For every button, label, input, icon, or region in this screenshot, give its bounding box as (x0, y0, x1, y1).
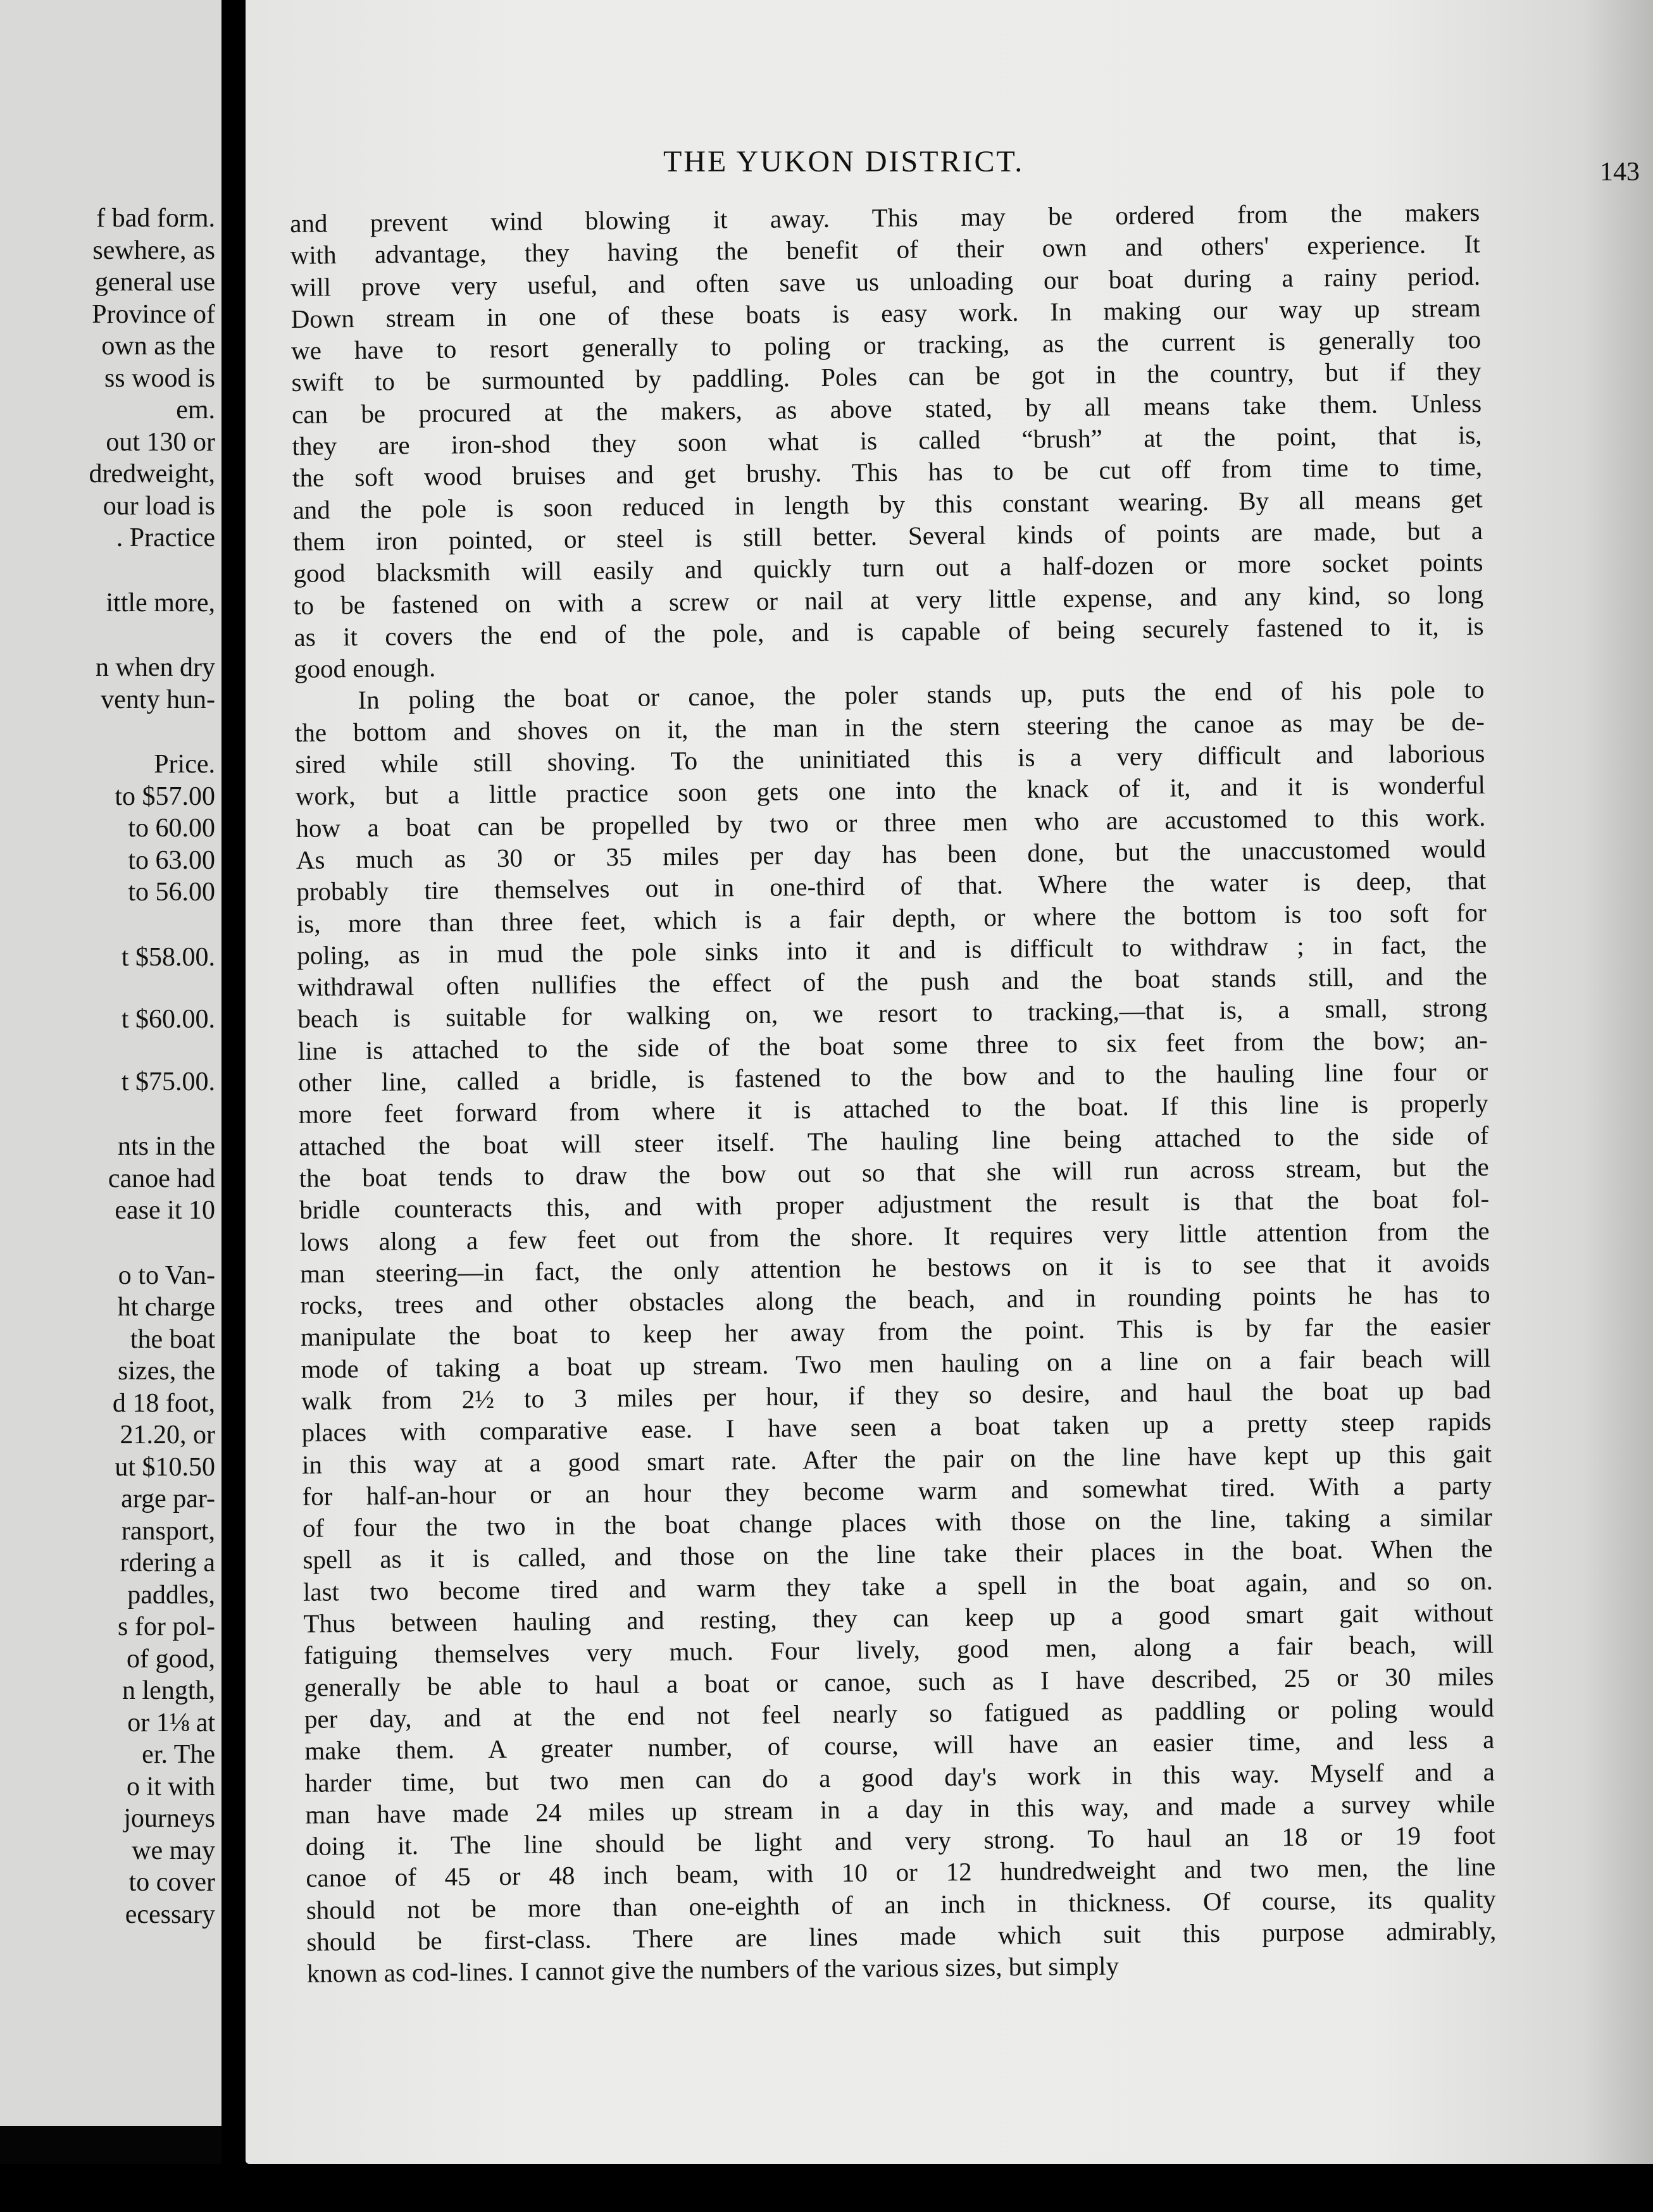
text-line: man have made 24 miles up stream in a day in this way, and made a survey while (305, 1788, 1495, 1829)
text-line: ransport, (121, 1516, 215, 1546)
text-line: our load is (103, 491, 215, 521)
text-line: work, but a little practice soon gets one into the knack of it, and it is wonderful (295, 770, 1486, 811)
running-head: THE YUKON DISTRICT. (663, 145, 1025, 178)
text-line: they are iron-shod they soon what is called “brush” at the point, that is, (292, 420, 1482, 461)
text-line: the soft wood bruises and get brushy. This has to be cut off from time to time, (292, 452, 1483, 493)
text-line: we may (132, 1836, 215, 1865)
text-line: to $57.00 (115, 781, 215, 811)
text-line: other line, called a bridle, is fastened to the bow and to the hauling line four or (298, 1056, 1488, 1097)
text-line: nts in the (118, 1132, 215, 1161)
text-line: of four the two in the boat change places with those on the line, taking a similar (302, 1502, 1493, 1543)
text-line: lows along a few feet out from the shore. It requires very little attention from the (299, 1215, 1490, 1257)
text-line: general use (94, 268, 215, 297)
text-line: harder time, but two men can do a good day's work in this way. Myself and a (304, 1756, 1495, 1798)
text-line: probably tire themselves out in one-third of that. Where the water is deep, that (296, 866, 1487, 907)
text-line: out 130 or (106, 427, 215, 457)
text-line: ease it 10 (115, 1196, 215, 1225)
text-line: we have to resort generally to poling or tracking, as the current is generally too (290, 325, 1481, 366)
text-line: n when dry (96, 653, 215, 682)
text-line: will prove very useful, and often save us unloading our boat during a rainy period. (290, 261, 1481, 302)
text-line: own as the (101, 332, 215, 361)
text-line: known as cod-lines. I cannot give the numbers of the various sizes, but simply (306, 1951, 1120, 1989)
text-line: d 18 foot, (112, 1388, 215, 1418)
text-line: n length, (122, 1676, 215, 1705)
text-line: canoe had (108, 1164, 215, 1193)
text-line: to 63.00 (128, 845, 215, 875)
text-line: good blacksmith will easily and quickly turn out a half-dozen or more socket points (293, 547, 1483, 588)
text-line: t $75.00. (121, 1067, 215, 1097)
text-line: . Practice (116, 523, 215, 552)
text-line: Thus between hauling and resting, they can keep up a good smart gait without (303, 1597, 1494, 1638)
text-line: journeys (123, 1804, 215, 1833)
text-line: make them. A greater number, of course, will have an easier time, and less a (304, 1725, 1495, 1766)
text-line: poling, as in mud the pole sinks into it and is difficult to withdraw ; in fact, the (297, 929, 1487, 970)
text-line: sewhere, as (92, 235, 215, 265)
text-line: more feet forward from where it is attached to the boat. If this line is properly (298, 1088, 1488, 1129)
text-line: is, more than three feet, which is a fair depth, or where the bottom is too soft for (296, 897, 1487, 938)
text-line: o to Van- (118, 1260, 215, 1290)
text-line: should not be more than one-eighth of an inch in thickness. Of course, its quality (306, 1884, 1496, 1925)
text-line: rocks, trees and other obstacles along the beach, and in rounding points he has to (300, 1279, 1490, 1320)
text-line: sizes, the (118, 1357, 215, 1386)
text-line: canoe of 45 or 48 inch beam, with 10 or 12 hundredweight and two men, the line (306, 1852, 1496, 1893)
text-line: can be procured at the makers, as above stated, by all means take them. Unless (291, 388, 1482, 429)
text-line: t $58.00. (121, 942, 215, 972)
text-line: good enough. (294, 652, 436, 684)
text-line: ittle more, (106, 588, 215, 618)
text-line: generally be able to haul a boat or canoe, such as I have described, 25 or 30 miles (304, 1661, 1494, 1702)
text-line: ut $10.50 (115, 1452, 215, 1482)
text-line: man steering—in fact, the only attention he bestows on it is to see that it avoids (299, 1247, 1490, 1288)
text-line: as it covers the end of the pole, and is capable of being securely fastened to it, is (294, 611, 1484, 652)
book-gutter (221, 0, 247, 2212)
body-text (290, 196, 1497, 1990)
text-line: rdering a (120, 1548, 215, 1577)
text-line: doing it. The line should be light and very strong. To haul an 18 or 19 foot (305, 1820, 1495, 1861)
previous-page-text (0, 202, 215, 1930)
text-line: Down stream in one of these boats is easy work. In making our way up stream (290, 292, 1481, 333)
text-line: As much as 30 or 35 miles per day has been done, but the unaccustomed would (296, 833, 1487, 874)
text-line: for half-an-hour or an hour they become warm and somewhat tired. With a party (302, 1470, 1492, 1511)
text-line: withdrawal often nullifies the effect of the push and the boat stands still, and the (297, 961, 1487, 1002)
text-line: them iron pointed, or steel is still better. Several kinds of points are made, but a (292, 515, 1483, 556)
text-line: f bad form. (96, 204, 215, 233)
text-line: t $60.00. (121, 1005, 215, 1034)
text-line: should be first-class. There are lines made which suit this purpose admirably, (306, 1915, 1497, 1956)
text-line: or 1⅛ at (127, 1708, 215, 1737)
text-line: attached the boat will steer itself. The hauling line being attached to the side of (299, 1120, 1489, 1161)
text-line: Province of (92, 299, 215, 329)
text-line: to be fastened on with a screw or nail at very little expense, and any kind, so long (293, 579, 1484, 620)
text-line: line is attached to the side of the boat some three to six feet from the bow; an- (297, 1024, 1488, 1066)
text-line: the boat (130, 1324, 215, 1354)
text-line: er. The (142, 1740, 215, 1769)
text-line: ecessary (125, 1899, 215, 1929)
text-line: with advantage, they having the benefit of their own and others' experience. It (290, 229, 1480, 270)
text-line: the bottom and shoves on it, the man in the stern steering the canoe as may be de- (294, 706, 1485, 747)
text-line: places with comparative ease. I have seen a boat taken up a pretty steep rapids (301, 1407, 1492, 1448)
scan-border (0, 2164, 1653, 2212)
text-line: walk from 2½ to 3 miles per hour, if they so desire, and haul the boat up bad (301, 1374, 1492, 1415)
text-line: dredweight, (89, 459, 215, 488)
text-line: arge par- (121, 1484, 215, 1513)
text-line: spell as it is called, and those on the line take their places in the boat. When the (303, 1534, 1493, 1575)
page-143 (246, 0, 1653, 2164)
text-line: ht charge (117, 1293, 215, 1322)
text-line: mode of taking a boat up stream. Two men hauling on a line on a fair beach will (301, 1343, 1491, 1384)
text-line: the boat tends to draw the bow out so that she will run across stream, but the (299, 1152, 1489, 1193)
text-line: in this way at a good smart rate. After the pair on the line have kept up this gait (301, 1438, 1492, 1479)
paragraph (294, 673, 1497, 1989)
text-line: to 56.00 (128, 878, 215, 907)
text-line: o it with (126, 1772, 215, 1801)
text-line: per day, and at the end not feel nearly so fatigued as paddling or poling would (304, 1693, 1495, 1734)
text-line: fatiguing themselves very much. Four lively, good men, along a fair beach, will (303, 1629, 1494, 1670)
previous-page-fragment (0, 0, 221, 2126)
text-line: of good, (127, 1644, 215, 1674)
text-line: to cover (128, 1868, 215, 1897)
text-line: last two become tired and warm they take a spell in the boat again, and so on. (303, 1565, 1494, 1606)
paragraph (290, 196, 1484, 685)
text-line: swift to be surmounted by paddling. Poles can be got in the country, but if they (291, 356, 1481, 397)
text-line: to 60.00 (128, 814, 215, 843)
text-line: 21.20, or (120, 1420, 215, 1450)
text-line: manipulate the boat to keep her away from the point. This is by far the easier (300, 1311, 1491, 1352)
text-line: In poling the boat or canoe, the poler stands up, puts the end of his pole to (358, 674, 1485, 715)
text-line: s for pol- (118, 1612, 215, 1641)
text-line: and prevent wind blowing it away. This may be ordered from the makers (290, 197, 1480, 238)
text-line: bridle counteracts this, and with proper adjustment the result is that the boat fol- (299, 1184, 1490, 1225)
text-line: paddles, (127, 1580, 215, 1610)
text-line: em. (176, 395, 215, 425)
text-line: and the pole is soon reduced in length by this constant wearing. By all means get (292, 483, 1483, 525)
text-line: how a boat can be propelled by two or three men who are accustomed to this work. (296, 802, 1486, 843)
text-line: beach is suitable for walking on, we resort to tracking,—that is, a small, strong (297, 993, 1488, 1034)
text-line: venty hun- (101, 685, 215, 714)
text-line: sired while still shoving. To the uninitiated this is a very difficult and laborious (295, 738, 1485, 780)
text-line: ss wood is (104, 363, 215, 393)
page-number: 143 (1600, 158, 1640, 187)
text-line: Price. (154, 750, 215, 779)
